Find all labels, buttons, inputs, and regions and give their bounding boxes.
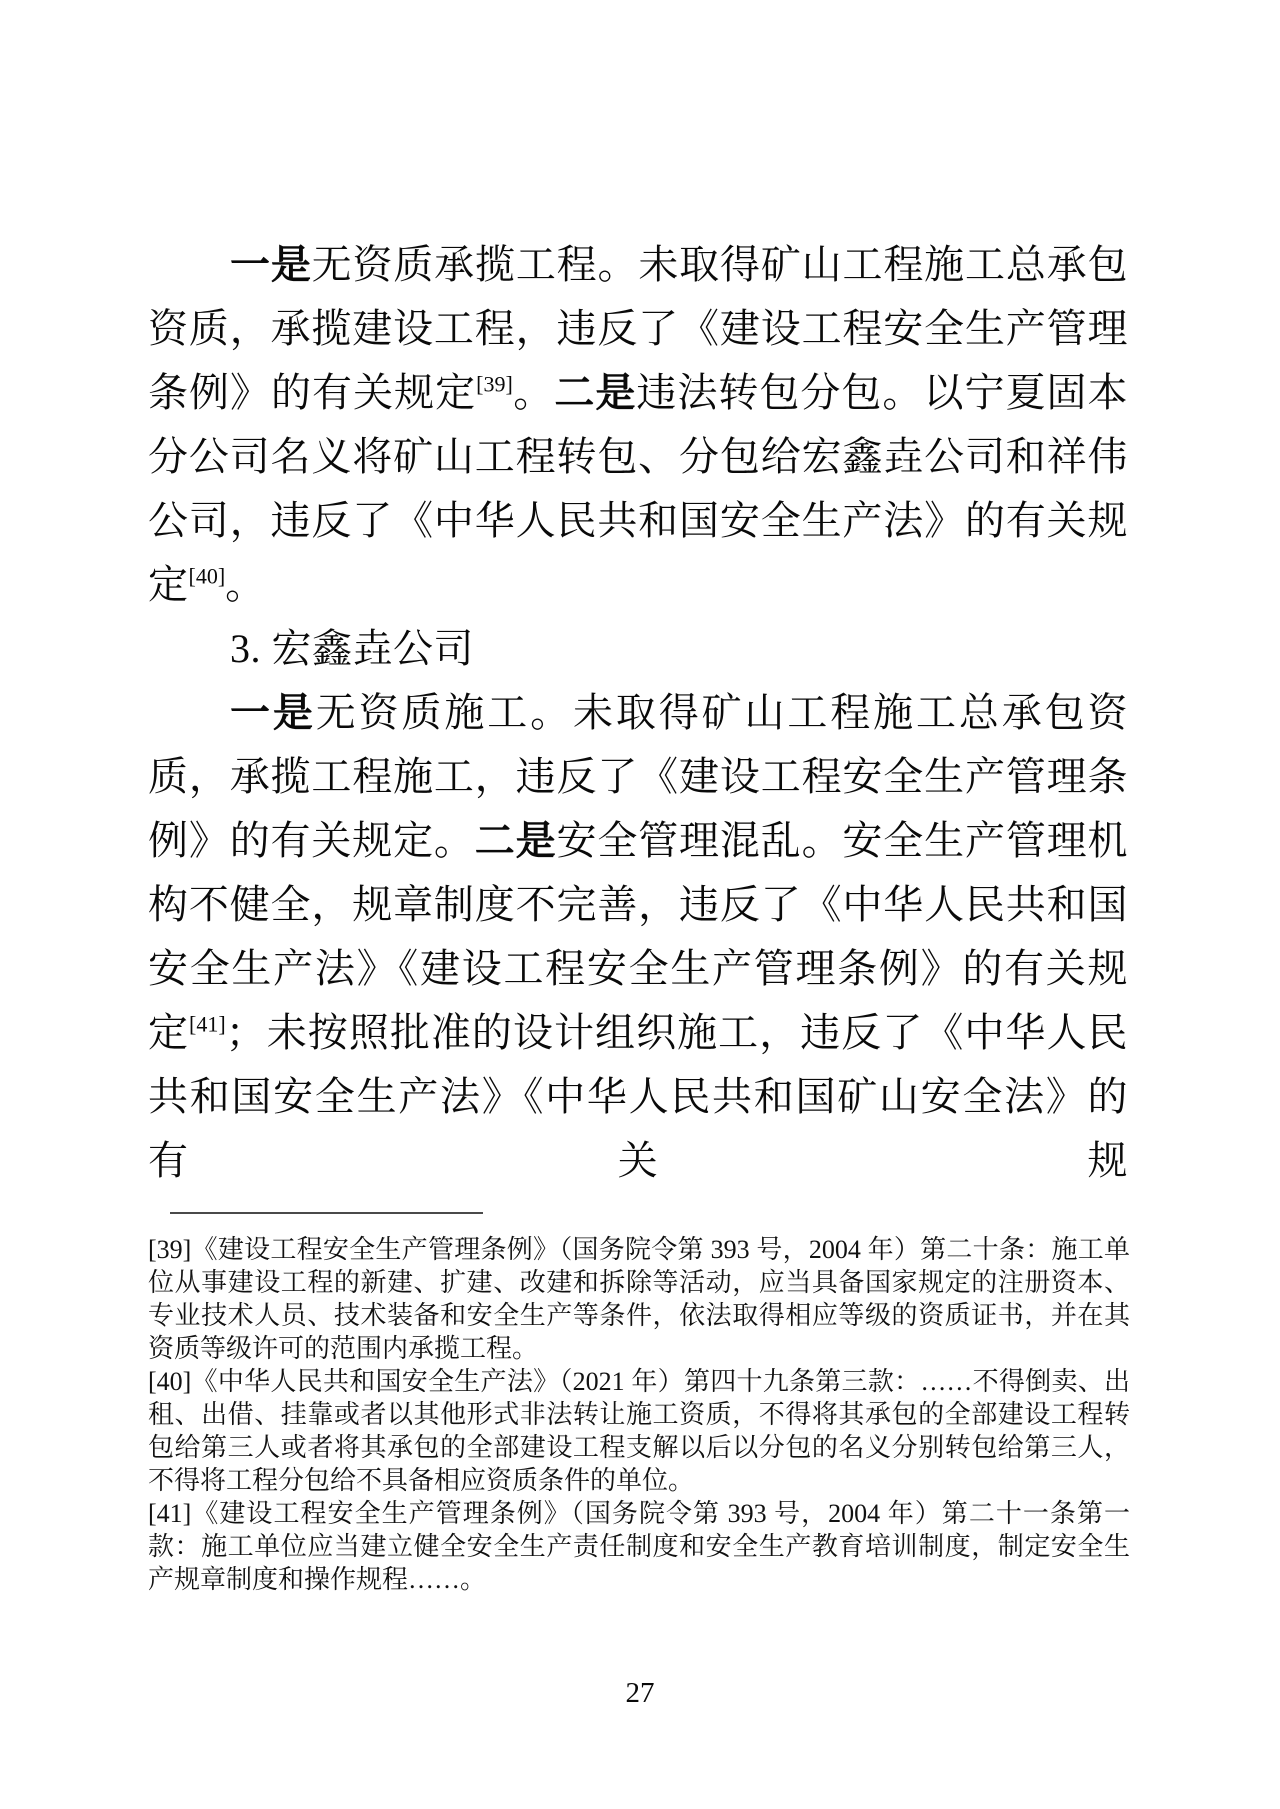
paragraph-1-text-2: 。 bbox=[512, 370, 555, 415]
paragraph-1 bbox=[148, 233, 1128, 617]
footnotes-section bbox=[148, 1233, 1130, 1596]
footnote-41-marker: [41] bbox=[148, 1499, 192, 1528]
emphasis-yi-shi: 一是 bbox=[230, 691, 316, 735]
footnote-40-text: 《中华人民共和国安全生产法》（2021 年）第四十九条第三款：……不得倒卖、出租、出借、挂靠或者以其他形式非法转让施工资质，不得将其承包的全部建设工程转包给第三人或者将其承包的全部建设工程支解以后以分包的名义分别转包给第三人，不得将工程分包给不具备相应资质条件的单位。 bbox=[148, 1367, 1130, 1495]
emphasis-er-shi: 二是 bbox=[474, 819, 557, 863]
emphasis-er-shi: 二是 bbox=[554, 371, 637, 415]
footnote-39-marker: [39] bbox=[148, 1235, 192, 1264]
document-body bbox=[148, 233, 1128, 1193]
footnote-41-text: 《建设工程安全生产管理条例》（国务院令第 393 号，2004 年）第二十一条第一款：施工单位应当建立健全安全生产责任制度和安全生产教育培训制度，制定安全生产规章制度和操作规程……。 bbox=[148, 1499, 1130, 1594]
paragraph-1-text-3: 违法转包分包。以宁夏固本分公司名义将矿山工程转包、分包给宏鑫垚公司和祥伟公司，违反了《中华人民共和国安全生产法》的有关规定 bbox=[148, 370, 1129, 607]
footnote-separator bbox=[170, 1212, 483, 1214]
footnote-41 bbox=[148, 1497, 1130, 1596]
emphasis-yi-shi: 一是 bbox=[230, 243, 312, 287]
footnote-39-text: 《建设工程安全生产管理条例》（国务院令第 393 号，2004 年）第二十条：施工单位从事建设工程的新建、扩建、改建和拆除等活动，应当具备国家规定的注册资本、专业技术人员、技术装备和安全生产等条件，依法取得相应等级的资质证书，并在其资质等级许可的范围内承揽工程。 bbox=[148, 1235, 1130, 1363]
page-number: 27 bbox=[625, 1677, 655, 1709]
section-heading: 3. 宏鑫垚公司 bbox=[230, 626, 474, 671]
footnote-39 bbox=[148, 1233, 1130, 1365]
paragraph-1-text-1: 无资质承揽工程。未取得矿山工程施工总承包资质，承揽建设工程，违反了《建设工程安全生产管理条例》的有关规定 bbox=[148, 242, 1129, 415]
footnote-40 bbox=[148, 1365, 1130, 1497]
paragraph-2 bbox=[148, 681, 1128, 1193]
paragraph-1-text-4: 。 bbox=[225, 562, 266, 607]
footnote-ref-41: [41] bbox=[189, 1011, 226, 1037]
paragraph-2-text-2: 安全管理混乱。安全生产管理机构不健全，规章制度不完善，违反了《中华人民共和国安全生产法》《建设工程安全生产管理条例》的有关规定 bbox=[148, 818, 1129, 1055]
footnote-ref-40: [40] bbox=[188, 563, 226, 589]
footnote-ref-39: [39] bbox=[476, 371, 513, 397]
footnote-40-marker: [40] bbox=[148, 1367, 192, 1396]
paragraph-2-text-3: ；未按照批准的设计组织施工，违反了《中华人民共和国安全生产法》《中华人民共和国矿山安全法》的有关规 bbox=[148, 1010, 1129, 1183]
paragraph-2-text-1: 无资质施工。未取得矿山工程施工总承包资质，承揽工程施工，违反了《建设工程安全生产管理条例》的有关规定。 bbox=[148, 690, 1128, 863]
